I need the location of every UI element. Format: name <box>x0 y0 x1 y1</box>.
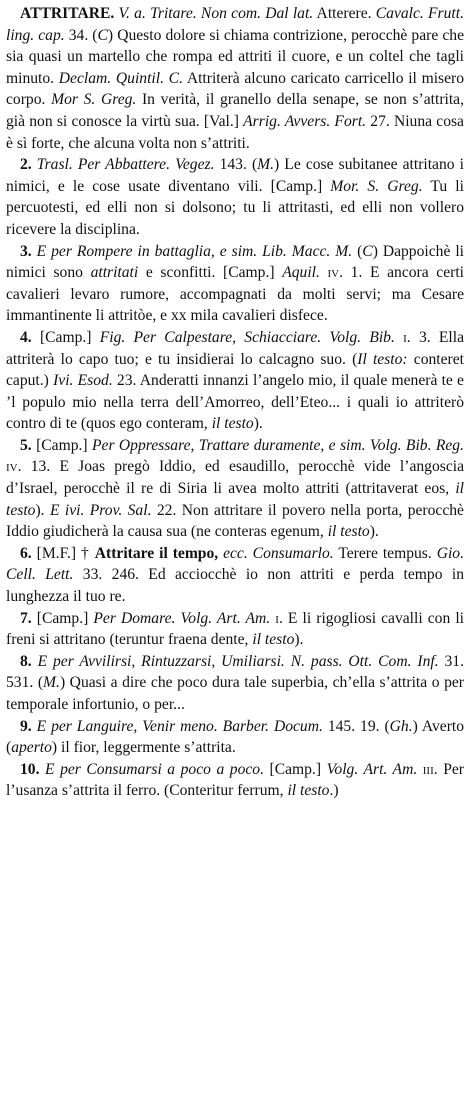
sense-7-domare: 7. [Camp.] Per Domare. Volg. Art. Am. i. E li rigogliosi cavalli con li freni si attritano (teruntur fraena dente, il testo). <box>6 609 464 649</box>
sense-5-oppressare: 5. [Camp.] Per Oppressare, Trattare duramente, e sim. Volg. Bib. Reg. iv. 13. E Joas pregò Iddio, ed esaudillo, perocchè vide l’angoscia d’Israel, perocchè il re di Siria li avea molto attriti (attritaverat eos, il testo). E ivi. Prov. Sal. 22. Non attritare il povero nella porta, perocchè Iddio giudicherà la causa sua (ne conteras egenum, il testo). <box>6 436 464 541</box>
sense-3-rompere-in-battaglia: 3. E per Rompere in battaglia, e sim. Lib. Macc. M. (C) Dappoichè li nimici sono attritati e sconfitti. [Camp.] Aquil. iv. 1. E ancora certi cavalieri levaro rumore, accompagnati da molti servi; ma Cesare immantinente li attritòe, e xx mila cavalieri disfece. <box>6 242 464 325</box>
sense-9-languire: 9. E per Languire, Venir meno. Barber. Docum. 145. 19. (Gh.) Averto (aperto) il fior, leggermente s’attrita. <box>6 717 464 757</box>
sense-4-calpestare: 4. [Camp.] Fig. Per Calpestare, Schiacciare. Volg. Bib. i. 3. Ella attriterà lo capo tuo; e tu insidierai lo calcagno suo. (Il testo: conteret caput.) Ivi. Esod. 23. Anderatti innanzi l’angelo mio, il quale menerà te e ’l populo mio nella terra dell’Amorreo, dell’Eteo... i quali io attriterò contro di te (quos ego conteram, il testo). <box>6 328 464 433</box>
sense-8-avvilirsi: 8. E per Avvilirsi, Rintuzzarsi, Umiliarsi. N. pass. Ott. Com. Inf. 31. 531. (M.) Quasi a dire che poco dura tale superbia, ch’ella s’attrita o per temporale infortunio, o per... <box>6 652 464 713</box>
dictionary-entry-attritare <box>6 3 464 1089</box>
sense-6-attritare-il-tempo: 6. [M.F.] † Attritare il tempo, ecc. Consumarlo. Terere tempus. Gio. Cell. Lett. 33. 246. Ed acciocchè io non attriti e perda tempo in lunghezza il tuo re. <box>6 544 464 606</box>
sense-10-consumarsi: 10. E per Consumarsi a poco a poco. [Camp.] Volg. Art. Am. iii. Per l’usanza s’attrita il ferro. (Conteritur ferrum, il testo.) <box>6 760 464 800</box>
entry-definition: ATTRITARE. V. a. Tritare. Non com. Dal lat. Atterere. Cavalc. Frutt. ling. cap. 34. (C) Questo dolore si chiama contrizione, perocchè pare che sia quasi un martello che rompa ed attriti il cuore, e un coltel che tagli minuto. Declam. Quintil. C. Attriterà alcuno caricato carricello il misero corpo. Mor S. Greg. In verità, il granello della senape, se non s’attrita, già non si conosce la virtù sua. [Val.] Arrig. Avvers. Fort. 27. Niuna cosa è sì forte, che alcuna volta non s’attriti. <box>6 5 464 152</box>
sense-2-abbattere: 2. Trasl. Per Abbattere. Vegez. 143. (M.) Le cose subitanee attritano i nimici, e le cose usate diventano vili. [Camp.] Mor. S. Greg. Tu li percuotesti, ed elli non si dolsono; tu li attritasti, ed elli non vollero ricevere la disciplina. <box>6 156 464 238</box>
